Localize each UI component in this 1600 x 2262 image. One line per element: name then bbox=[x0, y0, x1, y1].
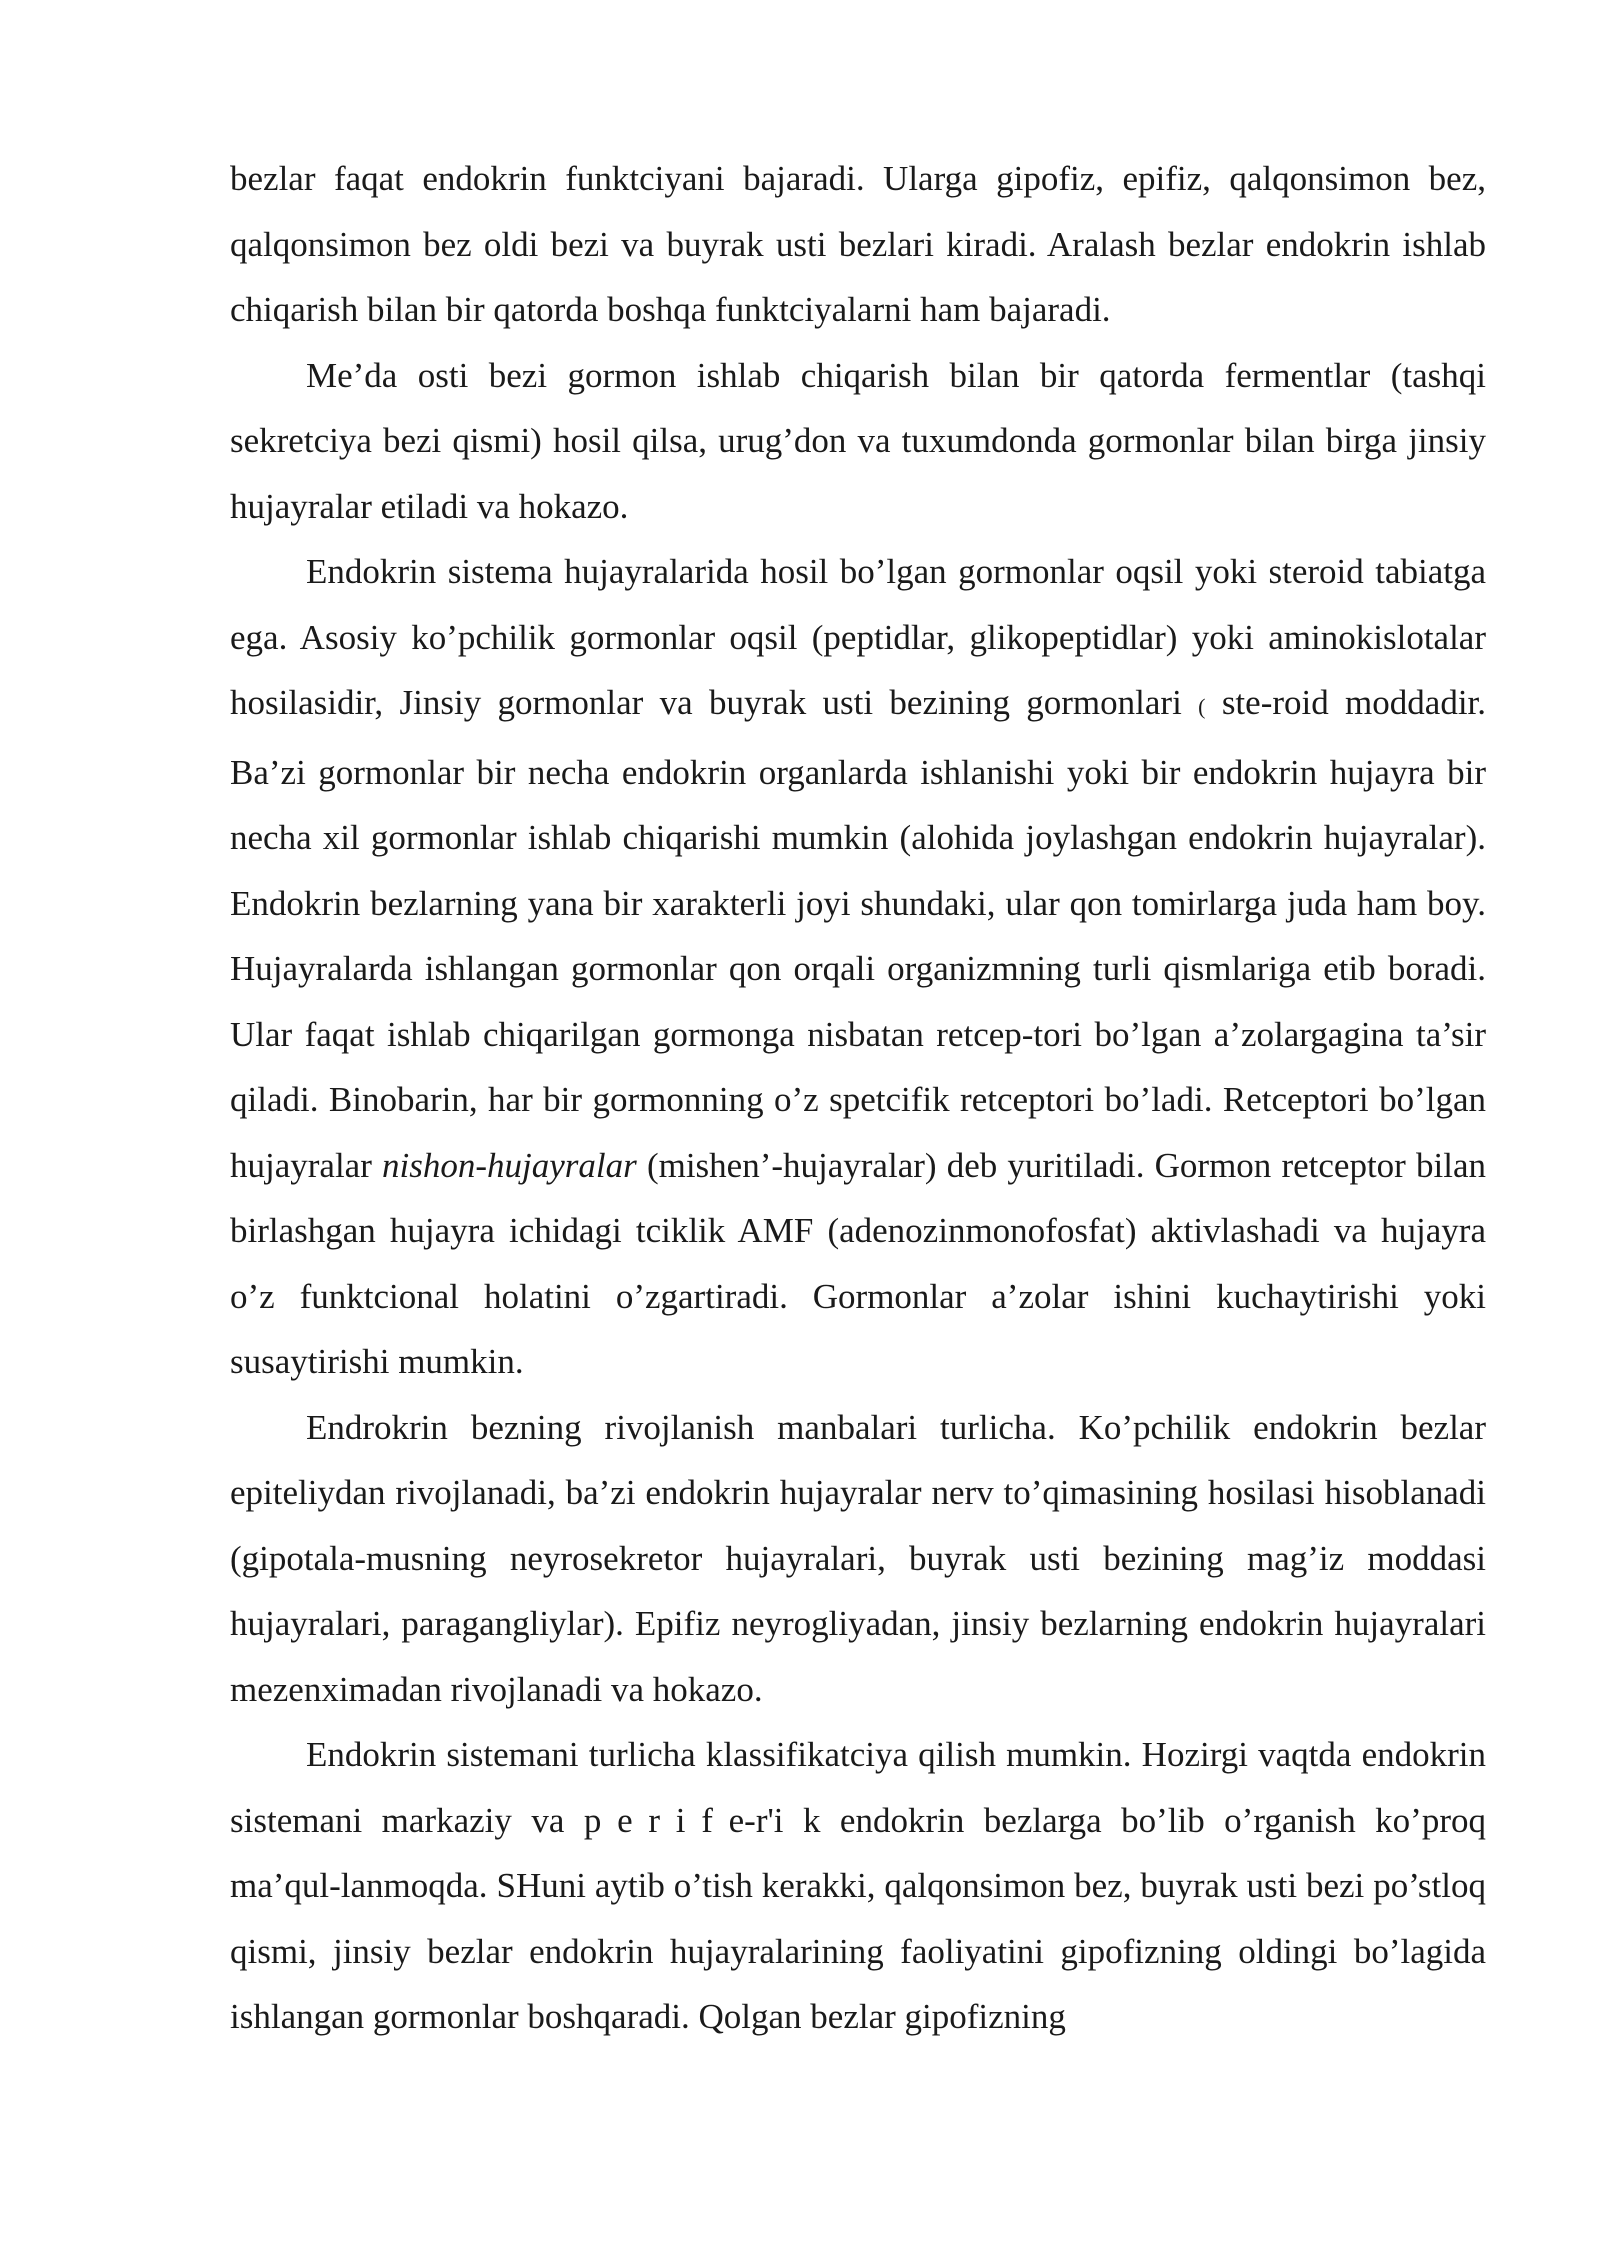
spaced-word-perif: perif bbox=[583, 1800, 729, 1840]
paragraph-5 bbox=[230, 1722, 1486, 2050]
paragraph-3-part-2: ste-roid moddadir. Ba’zi gormonlar bir necha endokrin organlarda ishlanishi yoki bir endokrin hujayra bir necha xil gormonlar ishlab chiqarishi mumkin (alohida joylashgan endokrin hujayralar). Endokrin bezlarning yana bir xarakterli joyi shundaki, ular qon tomirlarga juda ham boy. Hujayralarda ishlangan gormonlar qon orqali organizmning turli qismlariga etib boradi. Ular faqat ishlab chiqarilgan gormonga nisbatan retcep-tori bo’lgan a’zolargagina ta’sir qiladi. Binobarin, har bir gormonning o’z spetcifik retceptori bo’ladi. Retceptori bo’lgan hujayralar bbox=[230, 683, 1487, 1185]
paragraph-4: Endrokrin bezning rivojlanish manbalari turlicha. Ko’pchilik endokrin bezlar epiteliydan rivojlanadi, ba’zi endokrin hujayralar nerv to’qimasining hosilasi hisoblanadi (gipotala-musning neyrosekretor hujayralari, buyrak usti bezining mag’iz moddasi hujayralari, paragangliylar). Epifiz neyrogliyadan, jinsiy bezlarning endokrin hujayralari mezenximadan rivojlanadi va hokazo. bbox=[230, 1407, 1486, 1709]
paragraph-3-part-3: (mishen’-hujayralar) deb yuritiladi. Gormon retceptor bilan birlashgan hujayra ichidagi tciklik AMF (adenozinmonofosfat) aktivlashadi va hujayra o’z funktcional holatini o’zgartiradi. Gormonlar a’zolar ishini kuchaytirishi yoki susaytirishi mumkin. bbox=[230, 1145, 1486, 1381]
stray-parenthesis-mark: ( bbox=[1198, 694, 1206, 719]
paragraph-5-part-2: e-r'i k endokrin bezlarga bo’lib o’rganish ko’proq ma’qul-lanmoqda. SHuni aytib o’tish kerakki, qalqonsimon bez, buyrak usti bezi po’stloq qismi, jinsiy bezlar endokrin hujayralarining faoliyatini gipofizning oldingi bo’lagida ishlangan gormonlar boshqaradi. Qolgan bezlar gipofizning bbox=[230, 1800, 1486, 2036]
paragraph-3-part-1: Endokrin sistema hujayralarida hosil bo’lgan gormonlar oqsil yoki steroid tabiatga ega. Asosiy ko’pchilik gormonlar oqsil (peptidlar, glikopeptidlar) yoki aminokislotalar hosilasidir, Jinsiy gormonlar va buyrak usti bezining gormonlari bbox=[230, 552, 1486, 722]
italic-term-nishon-hujayralar: nishon-hujayralar bbox=[382, 1145, 637, 1185]
body-text bbox=[230, 146, 1486, 2050]
paragraph-2: Me’da osti bezi gormon ishlab chiqarish bilan bir qatorda fermentlar (tashqi sekretciya bezi qismi) hosil qilsa, urug’don va tuxumdonda gormonlar bilan birga jinsiy hujayralar etiladi va hokazo. bbox=[230, 355, 1486, 526]
paragraph-5-part-1: Endokrin sistemani turlicha klassifikatciya qilish mumkin. Hozirgi vaqtda endokrin sistemani markaziy va bbox=[230, 1735, 1486, 1840]
paragraph-1: bezlar faqat endokrin funktciyani bajaradi. Ularga gipofiz, epifiz, qalqonsimon bez, qalqonsimon bez oldi bezi va buyrak usti bezlari kiradi. Aralash bezlar endokrin ishlab chiqarish bilan bir qatorda boshqa funktciyalarni ham bajaradi. bbox=[230, 159, 1486, 329]
paragraph-3 bbox=[230, 539, 1486, 1395]
